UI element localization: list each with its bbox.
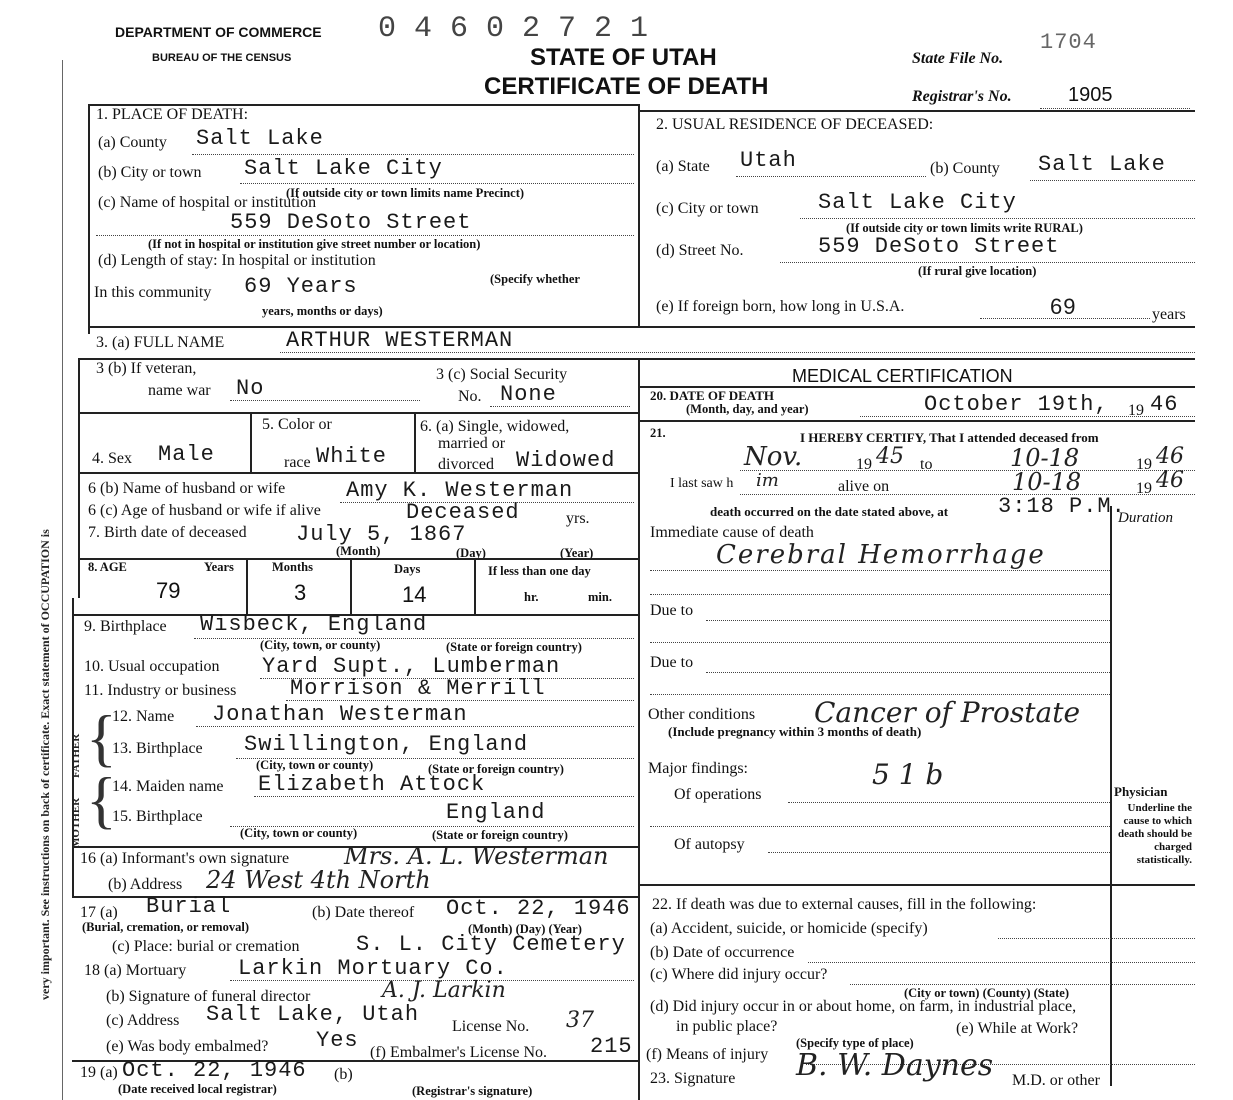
dept-label: DEPARTMENT OF COMMERCE	[115, 24, 322, 40]
residence-foreign-line	[980, 318, 1150, 319]
father-bracket: {	[86, 702, 117, 773]
residence-county: Salt Lake	[1038, 152, 1166, 177]
row21-top	[640, 420, 1195, 422]
residence-foreign: 69	[1050, 294, 1077, 319]
mother-maiden: Elizabeth Attock	[258, 772, 486, 797]
place-hospital: 559 DeSoto Street	[230, 210, 472, 235]
filed-value: Oct. 22, 1946	[122, 1058, 307, 1083]
alive-label: alive on	[838, 478, 890, 495]
residence-foreign-label: (e) If foreign born, how long in U.S.A.	[656, 298, 905, 315]
birthplace-value: Wisbeck, England	[200, 612, 428, 637]
filed-note: (Date received local registrar)	[118, 1082, 277, 1096]
informant-label: 16 (a) Informant's own signature	[80, 850, 290, 867]
side-instructions: very important. See instructions on back of certificate. Exact statement of OCCUPATION is	[38, 529, 52, 1000]
informant-address-label: (b) Address	[108, 876, 183, 893]
where-note: (City or town) (County) (State)	[904, 986, 1070, 1000]
birthplace-note-1: (City, town, or county)	[260, 638, 381, 652]
death-year: 46	[1150, 392, 1179, 417]
disposition-type: Burial	[146, 894, 232, 919]
autopsy-label: Of autopsy	[674, 836, 745, 853]
license-value: 37	[566, 1008, 594, 1033]
mortuary-value: Larkin Mortuary Co.	[238, 956, 508, 981]
place-county-label: (a) County	[98, 134, 167, 151]
due-to-2-label: Due to	[650, 654, 694, 671]
where-label: (c) Where did injury occur?	[650, 966, 828, 983]
birth-value: July 5, 1867	[296, 522, 467, 547]
director-signature: A. J. Larkin	[382, 978, 506, 1003]
mother-bracket: {	[86, 764, 117, 835]
director-label: (b) Signature of funeral director	[106, 988, 311, 1005]
row3-top	[88, 326, 1195, 328]
certificate-title: CERTIFICATE OF DEATH	[484, 73, 769, 100]
age-div-2	[350, 558, 352, 614]
due-to-1-line	[706, 620, 1110, 621]
occupation-label: 10. Usual occupation	[84, 658, 220, 675]
due-to-1b-line	[650, 642, 1110, 643]
age-years: 79	[156, 578, 181, 603]
age-div-3	[474, 558, 476, 614]
other-label: Other conditions	[648, 706, 756, 723]
bureau-label: BUREAU OF THE CENSUS	[152, 52, 292, 64]
place-county: Salt Lake	[196, 126, 324, 151]
signature-label: 23. Signature	[650, 1070, 736, 1087]
residence-street-line	[780, 262, 1195, 263]
certify-no: 21.	[650, 426, 666, 440]
occurred-label: death occurred on the date stated above, at	[710, 504, 949, 519]
left-margin-line	[62, 60, 63, 1100]
residence-county-line	[1030, 180, 1195, 181]
residence-state-label: (a) State	[656, 158, 710, 175]
residence-state: Utah	[740, 148, 797, 173]
death-date: October 19th,	[924, 392, 1109, 417]
frame-left-lower	[78, 358, 80, 598]
row22-top	[640, 884, 1195, 886]
war-line	[230, 400, 420, 401]
residence-county-label: (b) County	[930, 160, 1000, 177]
mother-side-label: MOTHER	[70, 797, 82, 848]
age-hr-label: hr.	[524, 590, 539, 604]
spouse-yrs-label: yrs.	[566, 510, 590, 527]
father-birth: Swillington, England	[244, 732, 529, 757]
operations-label: Of operations	[674, 786, 762, 803]
registrar-sig-label: (b)	[334, 1066, 353, 1083]
death-date-note: (Month, day, and year)	[686, 402, 809, 416]
birth-year-note: (Year)	[560, 546, 594, 560]
ss-value: None	[500, 382, 557, 407]
residence-heading: 2. USUAL RESIDENCE OF DECEASED:	[656, 116, 934, 133]
work-label: (e) While at Work?	[956, 1020, 1079, 1037]
autopsy-line	[768, 852, 1110, 853]
row6-top	[78, 558, 638, 560]
birth-month-note: (Month)	[336, 544, 381, 558]
marital-label-2: married or	[438, 435, 506, 452]
accident-label: (a) Accident, suicide, or homicide (specify)	[650, 920, 928, 937]
place-county-line	[192, 154, 634, 155]
mother-maiden-line	[254, 796, 634, 797]
to-label: to	[920, 456, 933, 473]
mortuary-address-label: (c) Address	[106, 1012, 180, 1029]
place-years-note: years, months or days)	[262, 304, 383, 318]
embalmed-label: (e) Was body embalmed?	[106, 1038, 269, 1055]
spouse-value: Amy K. Westerman	[346, 478, 574, 503]
disposition-place: S. L. City Cemetery	[356, 932, 626, 957]
mortuary-label: 18 (a) Mortuary	[84, 962, 187, 979]
birth-day-note: (Day)	[456, 546, 486, 560]
did-label: (d) Did injury occur in or about home, on farm, in industrial place,	[650, 998, 1077, 1015]
race-divider	[414, 412, 416, 472]
attended-to: 10-18	[1010, 444, 1080, 472]
operations-line	[788, 802, 1110, 803]
means-label: (f) Means of injury	[646, 1046, 769, 1063]
md-label: M.D. or other	[1012, 1072, 1100, 1089]
medical-divider	[638, 358, 640, 1100]
marital-value: Widowed	[516, 448, 616, 473]
age-months-label: Months	[272, 560, 313, 574]
residence-street: 559 DeSoto Street	[818, 234, 1060, 259]
industry-label: 11. Industry or business	[84, 682, 237, 699]
center-divider	[638, 104, 640, 326]
age-div-1	[246, 558, 248, 614]
residence-street-label: (d) Street No.	[656, 242, 744, 259]
public-label: in public place?	[676, 1018, 778, 1035]
spouse-age-label: 6 (c) Age of husband or wife if alive	[88, 502, 321, 519]
attended-line	[740, 470, 1195, 471]
frame-left	[88, 104, 90, 334]
sex-label: 4. Sex	[92, 450, 132, 467]
place-city: Salt Lake City	[244, 156, 443, 181]
disposition-place-label: (c) Place: burial or cremation	[112, 938, 300, 955]
mother-note-2: (State or foreign country)	[432, 828, 568, 842]
alive-year-prefix: 19	[1136, 480, 1152, 497]
duration-label: Duration	[1118, 510, 1174, 526]
other-note: (Include pregnancy within 3 months of death)	[668, 724, 922, 739]
immediate-cause: Cerebral Hemorrhage	[716, 540, 1046, 570]
where-line	[850, 984, 1195, 985]
mother-maiden-label: 14. Maiden name	[112, 778, 224, 795]
place-community: 69 Years	[244, 274, 358, 299]
residence-city-line	[800, 218, 1195, 219]
place-city-line	[240, 183, 634, 184]
license-label: License No.	[452, 1018, 530, 1035]
registrar-value: 1905	[1068, 84, 1113, 106]
immediate-line-2	[650, 594, 1110, 595]
physician-signature: B. W. Daynes	[796, 1048, 994, 1083]
physician-note: Underline the cause to which death should be charged statistically.	[1118, 802, 1192, 866]
full-name: ARTHUR WESTERMAN	[286, 328, 514, 353]
occurrence-label: (b) Date of occurrence	[650, 944, 795, 961]
specify-place-note: (Specify type of place)	[796, 1036, 914, 1050]
from-year-prefix: 19	[856, 456, 872, 473]
state-file-value: 1704	[1040, 30, 1097, 55]
father-name-label: 12. Name	[112, 708, 175, 725]
embalmer-label: (f) Embalmer's License No.	[370, 1044, 548, 1061]
spouse-label: 6 (b) Name of husband or wife	[88, 480, 286, 497]
residence-city: Salt Lake City	[818, 190, 1017, 215]
informant-signature: Mrs. A. L. Westerman	[344, 842, 609, 870]
industry-value: Morrison & Merrill	[290, 676, 546, 701]
alive-date: 10-18	[1012, 468, 1082, 496]
death-date-label: 20. DATE OF DEATH	[650, 388, 774, 403]
registrar-line	[1040, 108, 1190, 109]
alive-line	[740, 494, 1195, 495]
age-min-label: min.	[588, 590, 612, 604]
due-to-1-label: Due to	[650, 602, 694, 619]
residence-years-label: years	[1152, 306, 1186, 323]
residence-city-label: (c) City or town	[656, 200, 759, 217]
major-mark: 5 1 b	[872, 758, 944, 791]
major-label: Major findings:	[648, 760, 748, 777]
father-birth-label: 13. Birthplace	[112, 740, 203, 757]
father-name: Jonathan Westerman	[212, 702, 468, 727]
age-months: 3	[294, 580, 307, 605]
mortuary-address: Salt Lake, Utah	[206, 1002, 420, 1027]
residence-state-line	[736, 176, 926, 177]
death-year-prefix: 19	[1128, 402, 1144, 419]
state-title: STATE OF UTAH	[530, 44, 717, 71]
from-year: 45	[876, 444, 904, 469]
race-label: race	[284, 454, 311, 471]
place-hospital-line	[96, 235, 634, 236]
operations-line-2	[650, 826, 1110, 827]
industry-line	[286, 700, 634, 701]
informant-address: 24 West 4th North	[206, 866, 431, 894]
war-value: No	[236, 376, 265, 401]
frame-top-right	[640, 110, 1195, 112]
due-to-2-line	[706, 672, 1110, 673]
war-label: name war	[148, 382, 211, 399]
to-year-prefix: 19	[1136, 456, 1152, 473]
state-file-label: State File No.	[912, 50, 1004, 67]
age-days: 14	[402, 582, 427, 607]
mother-birth-label: 15. Birthplace	[112, 808, 203, 825]
filed-label: 19 (a)	[80, 1064, 118, 1081]
residence-rural-note: (If rural give location)	[918, 264, 1037, 278]
age-days-label: Days	[394, 562, 421, 576]
immediate-label: Immediate cause of death	[650, 524, 814, 541]
row3-bottom	[78, 358, 1195, 360]
row5-top	[78, 472, 638, 474]
father-side-label: FATHER	[70, 733, 82, 778]
place-city-note: (If outside city or town limits name Precinct)	[286, 186, 525, 200]
sex-divider	[250, 412, 252, 472]
disposition-date-label: (b) Date thereof	[312, 904, 415, 921]
embalmer-value: 215	[590, 1034, 633, 1059]
due-to-2b-line	[650, 694, 1110, 695]
sex-value: Male	[158, 442, 215, 467]
disposition-date-note: (Month) (Day) (Year)	[468, 922, 582, 936]
place-hospital-label: (c) Name of hospital or institution	[98, 194, 317, 211]
death-date-line	[860, 416, 1195, 417]
physician-title: Physician	[1114, 784, 1168, 799]
occupation-value: Yard Supt., Lumberman	[262, 654, 561, 679]
serial-number: 0 4 6 0 2 7 2 1	[378, 12, 649, 46]
age-label: 8. AGE	[88, 560, 127, 574]
spouse-age: Deceased	[406, 500, 520, 525]
race-value: White	[316, 444, 388, 469]
medical-heading: MEDICAL CERTIFICATION	[792, 366, 1013, 386]
residence-city-note: (If outside city or town limits write RURAL)	[846, 221, 1083, 235]
mother-note-1: (City, town or county)	[240, 826, 358, 840]
mother-birth: England	[446, 800, 546, 825]
birthplace-label: 9. Birthplace	[84, 618, 167, 635]
birthplace-note-2: (State or foreign country)	[446, 640, 582, 654]
age-less-label: If less than one day	[488, 564, 591, 578]
disposition-label: 17 (a)	[80, 904, 118, 921]
marital-label-3: divorced	[438, 456, 494, 473]
embalmed-value: Yes	[316, 1028, 359, 1053]
registrar-label: Registrar's No.	[912, 88, 1012, 105]
ss-label: 3 (c) Social Security	[436, 366, 568, 383]
death-time: 3:18 P.M.	[998, 494, 1126, 519]
registrar-sig-note: (Registrar's signature)	[412, 1084, 533, 1098]
ss-line	[490, 406, 630, 407]
father-note-2: (State or foreign country)	[428, 762, 564, 776]
other-conditions: Cancer of Prostate	[814, 696, 1081, 729]
place-specify-note: (Specify whether	[490, 272, 580, 286]
row4-top	[78, 412, 638, 414]
external-label: 22. If death was due to external causes, fill in the following:	[652, 896, 1037, 913]
last-saw-label: I last saw h	[670, 476, 734, 491]
father-note-1: (City, town or county)	[256, 758, 374, 772]
age-years-label: Years	[204, 560, 234, 574]
marital-label-1: 6. (a) Single, widowed,	[420, 418, 570, 435]
place-heading: 1. PLACE OF DEATH:	[96, 106, 249, 123]
attended-from: Nov.	[744, 442, 803, 472]
accident-line	[998, 938, 1195, 939]
last-saw: im	[756, 470, 779, 491]
place-stay-label: (d) Length of stay: In hospital or institution	[98, 252, 376, 269]
disposition-type-note: (Burial, cremation, or removal)	[82, 920, 249, 934]
color-label: 5. Color or	[262, 416, 332, 433]
full-name-line	[280, 352, 1195, 353]
to-year: 46	[1156, 444, 1184, 469]
veteran-label: 3 (b) If veteran,	[96, 360, 197, 377]
father-name-line	[196, 726, 634, 727]
immediate-line	[650, 570, 1110, 571]
occurrence-line	[808, 962, 1195, 963]
certify-text: I HEREBY CERTIFY, That I attended deceased from	[800, 430, 1099, 445]
alive-year: 46	[1156, 468, 1184, 493]
ss-no-label: No.	[458, 388, 482, 405]
disposition-date: Oct. 22, 1946	[446, 896, 631, 921]
place-city-label: (b) City or town	[98, 164, 202, 181]
place-community-label: In this community	[94, 284, 212, 301]
full-name-label: 3. (a) FULL NAME	[96, 334, 225, 351]
duration-divider	[1110, 506, 1112, 1086]
place-hospital-note: (If not in hospital or institution give street number or location)	[148, 237, 481, 251]
birth-label: 7. Birth date of deceased	[88, 524, 247, 541]
